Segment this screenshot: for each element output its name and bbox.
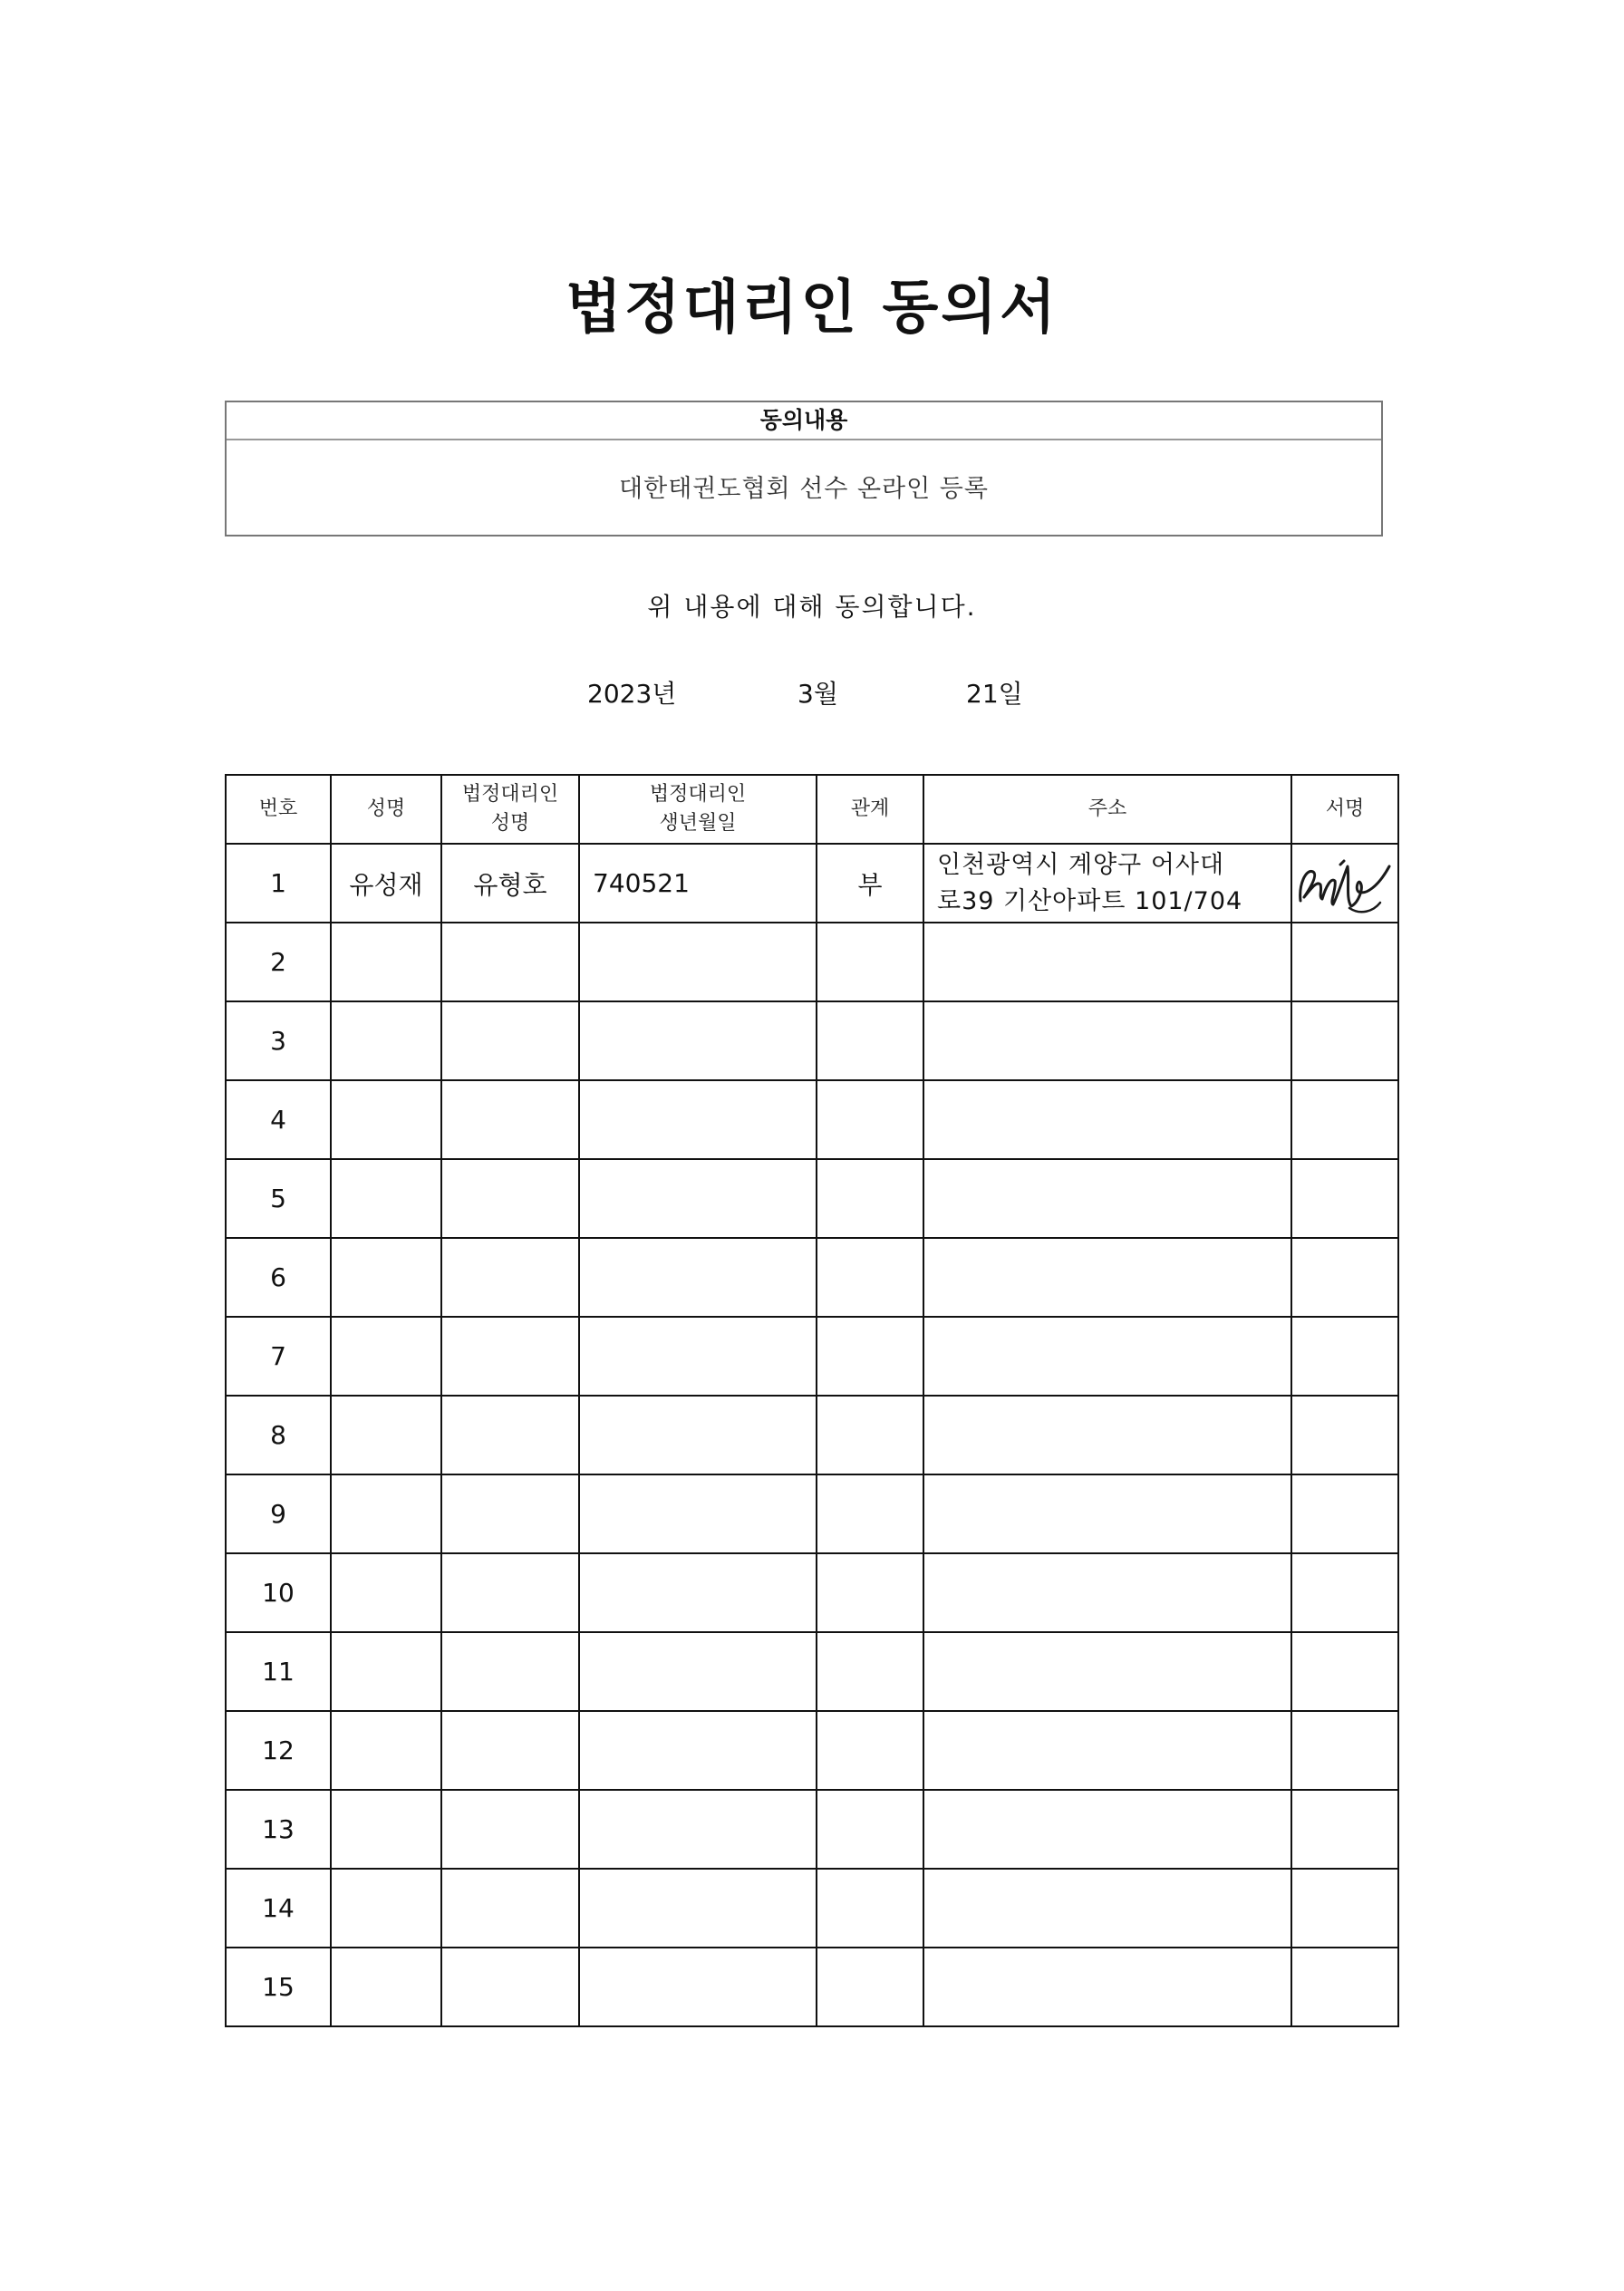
cell-relation	[817, 1080, 923, 1159]
cell-name	[331, 1001, 441, 1080]
cell-name	[331, 1711, 441, 1790]
cell-no: 3	[226, 1001, 331, 1080]
cell-guardian-birth	[579, 1001, 817, 1080]
cell-relation	[817, 1474, 923, 1553]
cell-signature	[1291, 1474, 1398, 1553]
table-row	[226, 1080, 1398, 1159]
cell-address	[923, 1474, 1291, 1553]
header-relation: 관계	[817, 775, 923, 844]
table-row	[226, 1159, 1398, 1238]
cell-name: 유성재	[331, 844, 441, 923]
header-name: 성명	[331, 775, 441, 844]
address-line1: 인천광역시 계양구 어사대	[937, 850, 1225, 879]
cell-no: 6	[226, 1238, 331, 1317]
cell-relation	[817, 1948, 923, 2026]
guardian-table	[225, 774, 1399, 2027]
cell-relation	[817, 1001, 923, 1080]
cell-no: 1	[226, 844, 331, 923]
address-line2: 로39 기산아파트 101/704	[937, 886, 1243, 915]
cell-signature	[1291, 1238, 1398, 1317]
cell-no: 9	[226, 1474, 331, 1553]
cell-relation	[817, 1317, 923, 1396]
cell-guardian-name	[441, 1317, 579, 1396]
cell-guardian-name	[441, 1869, 579, 1948]
table-row	[226, 1948, 1398, 2026]
cell-no: 13	[226, 1790, 331, 1869]
cell-address	[923, 1317, 1291, 1396]
agree-statement: 위 내용에 대해 동의합니다.	[647, 592, 977, 622]
cell-guardian-name	[441, 1553, 579, 1632]
cell-guardian-name	[441, 1080, 579, 1159]
cell-guardian-name	[441, 1001, 579, 1080]
cell-signature	[1291, 1001, 1398, 1080]
cell-guardian-birth	[579, 1238, 817, 1317]
cell-relation	[817, 1790, 923, 1869]
cell-name	[331, 1159, 441, 1238]
cell-signature	[1291, 1948, 1398, 2026]
cell-address	[923, 1948, 1291, 2026]
cell-guardian-birth: 740521	[579, 844, 817, 923]
header-signature: 서명	[1291, 775, 1398, 844]
cell-address	[923, 1632, 1291, 1711]
table-row	[226, 1317, 1398, 1396]
cell-guardian-birth	[579, 1317, 817, 1396]
cell-no: 10	[226, 1553, 331, 1632]
cell-relation	[817, 923, 923, 1001]
cell-guardian-name	[441, 923, 579, 1001]
cell-guardian-birth	[579, 1632, 817, 1711]
header-guardian-name-line2: 성명	[490, 812, 530, 835]
cell-address	[923, 1396, 1291, 1474]
table-row	[226, 1632, 1398, 1711]
cell-signature	[1291, 1711, 1398, 1790]
cell-guardian-birth	[579, 1790, 817, 1869]
cell-name	[331, 1790, 441, 1869]
cell-signature	[1291, 923, 1398, 1001]
table-row	[226, 844, 1398, 923]
cell-guardian-name	[441, 1948, 579, 2026]
table-row	[226, 1790, 1398, 1869]
table-row	[226, 1711, 1398, 1790]
cell-address	[923, 1790, 1291, 1869]
table-row	[226, 1474, 1398, 1553]
cell-signature	[1291, 1317, 1398, 1396]
header-address: 주소	[923, 775, 1291, 844]
cell-guardian-birth	[579, 1159, 817, 1238]
cell-name	[331, 1632, 441, 1711]
cell-guardian-name	[441, 1159, 579, 1238]
cell-name	[331, 1474, 441, 1553]
cell-name	[331, 1553, 441, 1632]
cell-guardian-birth	[579, 1396, 817, 1474]
consent-content-box	[225, 401, 1383, 536]
table-row	[226, 1553, 1398, 1632]
table-row	[226, 1001, 1398, 1080]
consent-box-header: 동의내용	[227, 402, 1381, 440]
header-guardian-name	[441, 775, 579, 844]
cell-name	[331, 1396, 441, 1474]
consent-box-content: 대한태권도협회 선수 온라인 등록	[619, 475, 989, 503]
cell-name	[331, 1080, 441, 1159]
document-title: 법정대리인 동의서	[566, 274, 1058, 342]
cell-guardian-name	[441, 1711, 579, 1790]
cell-signature	[1291, 1632, 1398, 1711]
cell-address	[923, 923, 1291, 1001]
cell-guardian-name: 유형호	[441, 844, 579, 923]
cell-guardian-birth	[579, 1474, 817, 1553]
table-row	[226, 923, 1398, 1001]
cell-no: 14	[226, 1869, 331, 1948]
cell-name	[331, 923, 441, 1001]
cell-no: 8	[226, 1396, 331, 1474]
cell-signature	[1291, 1396, 1398, 1474]
cell-no: 2	[226, 923, 331, 1001]
cell-no: 4	[226, 1080, 331, 1159]
cell-no: 12	[226, 1711, 331, 1790]
handwritten-signature	[1295, 848, 1395, 919]
cell-relation: 부	[817, 844, 923, 923]
date-month: 3월	[798, 679, 838, 709]
cell-no: 11	[226, 1632, 331, 1711]
cell-address	[923, 1080, 1291, 1159]
cell-guardian-birth	[579, 1553, 817, 1632]
cell-relation	[817, 1159, 923, 1238]
cell-address	[923, 1869, 1291, 1948]
cell-relation	[817, 1553, 923, 1632]
cell-relation	[817, 1238, 923, 1317]
cell-signature	[1291, 1790, 1398, 1869]
cell-address	[923, 844, 1291, 923]
cell-guardian-name	[441, 1238, 579, 1317]
header-guardian-birth-line1: 법정대리인	[649, 783, 747, 806]
cell-guardian-birth	[579, 1948, 817, 2026]
cell-address	[923, 1159, 1291, 1238]
table-row	[226, 1238, 1398, 1317]
cell-name	[331, 1317, 441, 1396]
header-guardian-name-line1: 법정대리인	[461, 783, 559, 806]
cell-signature	[1291, 1080, 1398, 1159]
cell-relation	[817, 1632, 923, 1711]
cell-guardian-birth	[579, 923, 817, 1001]
cell-no: 15	[226, 1948, 331, 2026]
cell-name	[331, 1948, 441, 2026]
cell-signature	[1291, 1159, 1398, 1238]
date-day: 21일	[966, 679, 1023, 709]
cell-signature	[1291, 1553, 1398, 1632]
cell-name	[331, 1869, 441, 1948]
cell-guardian-birth	[579, 1869, 817, 1948]
cell-relation	[817, 1869, 923, 1948]
cell-no: 7	[226, 1317, 331, 1396]
table-row	[226, 1396, 1398, 1474]
cell-guardian-birth	[579, 1080, 817, 1159]
cell-relation	[817, 1711, 923, 1790]
cell-address	[923, 1238, 1291, 1317]
header-guardian-birth	[579, 775, 817, 844]
cell-address	[923, 1001, 1291, 1080]
cell-address	[923, 1711, 1291, 1790]
cell-address	[923, 1553, 1291, 1632]
cell-guardian-name	[441, 1632, 579, 1711]
cell-guardian-name	[441, 1790, 579, 1869]
table-row	[226, 1869, 1398, 1948]
table-header-row	[226, 775, 1398, 844]
cell-guardian-birth	[579, 1711, 817, 1790]
date-year: 2023년	[587, 679, 677, 709]
header-guardian-birth-line2: 생년월일	[659, 812, 737, 835]
header-no: 번호	[226, 775, 331, 844]
cell-signature	[1291, 844, 1398, 923]
cell-no: 5	[226, 1159, 331, 1238]
cell-guardian-name	[441, 1396, 579, 1474]
cell-name	[331, 1238, 441, 1317]
cell-signature	[1291, 1869, 1398, 1948]
cell-relation	[817, 1396, 923, 1474]
cell-guardian-name	[441, 1474, 579, 1553]
